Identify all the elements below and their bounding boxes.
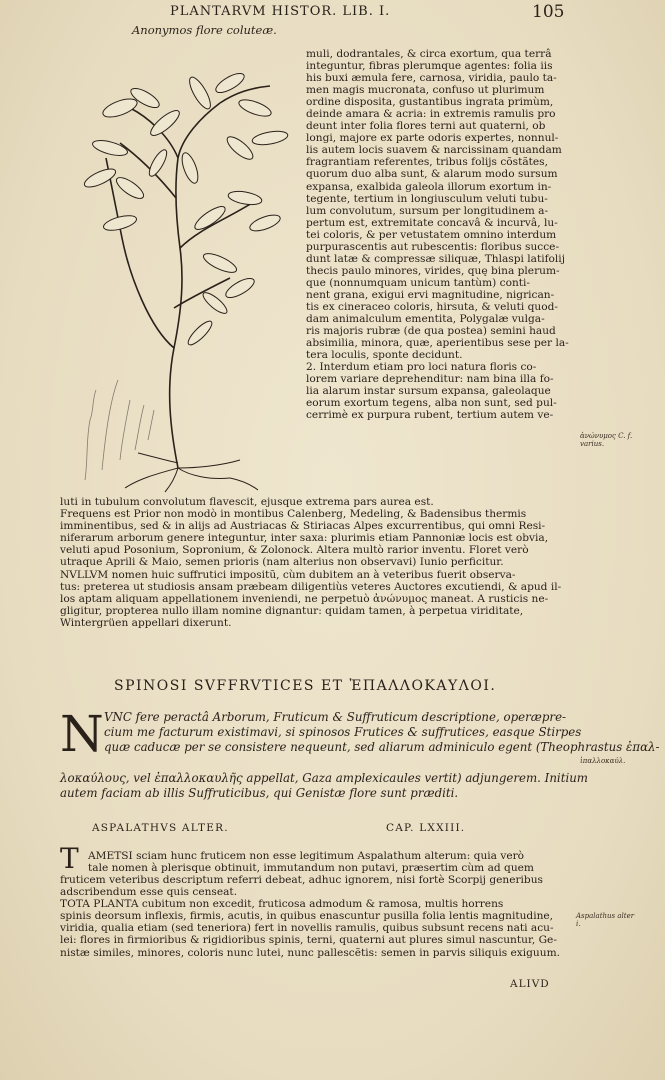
text-line: tis ex cineraceo coloris, hirsuta, & veluti quod- bbox=[306, 300, 558, 313]
text-line: utraque Aprili & Maio, semen prioris (nam alterius non observavi) Iunio perficitur. bbox=[60, 556, 504, 569]
text-line: 2. Interdum etiam pro loci natura floris co- bbox=[306, 361, 537, 374]
text-line: niferarum arborum genere integuntur, inter saxa: plurimis etiam Pannoniæ locis est obvia, bbox=[60, 532, 549, 545]
text-line: fruticem veteribus descriptum referri debeat, adhuc ignorem, nisi fortè Scorpij generibus bbox=[60, 874, 543, 886]
text-line: tegente, tertium in longiusculum veluti tubu- bbox=[306, 192, 548, 205]
text-line: lorem variare deprehenditur: nam bina illa fo- bbox=[306, 373, 554, 386]
margin-note: Aspalathus alter i. bbox=[576, 912, 635, 928]
figure-caption: Anonymos flore coluteæ. bbox=[132, 23, 277, 37]
text-line: TOTA PLANTA cubitum non excedit, fruticosa admodum & ramosa, multis horrens bbox=[60, 898, 504, 911]
text-line: expansa, exalbida galeola illorum exortum in- bbox=[306, 180, 552, 193]
chapter-opening bbox=[88, 850, 568, 874]
text-line: ordine disposita, gustantibus ingrata primùm, bbox=[306, 96, 554, 109]
text-line: tei coloris, & per vetustatem omnino interdum bbox=[306, 228, 557, 241]
text-line: pertum est, extremitate concavâ & incurvâ, lu- bbox=[306, 216, 558, 229]
text-line: tus: preterea ut studiosis ansam præbeam diligentiùs veteres Auctores excutiendi, & apud il- bbox=[60, 580, 562, 593]
text-line: los aptam aliquam appellationem inveniendi, ne perpetuò ἀνώνυμος maneat. A rusticis ne- bbox=[60, 592, 549, 605]
text-line: cium me facturum existimavi, si spinosos Frutices & suffrutices, easque Stirpes bbox=[104, 725, 582, 740]
text-line: quæ caducæ per se consistere nequeunt, sed aliarum adminiculo egent (Theophrastus ἐπαλ- bbox=[104, 740, 660, 755]
catchword: ALIVD bbox=[510, 978, 550, 990]
text-line: lis autem locis suavem & narcissinam quandam bbox=[306, 144, 562, 157]
page-number: 105 bbox=[532, 2, 565, 22]
chapter-body bbox=[60, 874, 570, 959]
text-line: quorum duo alba sunt, & alarum modo sursum bbox=[306, 168, 558, 181]
section-title: SPINOSI SVFFRVTICES ET ἘΠΑΛΛΟΚΑΥΛΟΙ. bbox=[114, 678, 497, 694]
text-line: gligitur, propterea nullo illam nomine dignantur: quidam tamen, à perpetua viriditate, bbox=[60, 604, 524, 617]
text-line: cerrimè ex purpura rubent, tertium autem ve- bbox=[306, 409, 554, 422]
text-line: his buxi æmula fere, carnosa, viridia, paulo ta- bbox=[306, 72, 557, 85]
text-line: deinde amara & acria: in extremis ramulis pro bbox=[306, 108, 556, 121]
section-intro bbox=[104, 710, 660, 756]
text-line: VNC fere peractâ Arborum, Fruticum & Suffruticum descriptione, operæpre- bbox=[104, 710, 567, 724]
text-line: imminentibus, sed & in alijs ad Austriacas & Stiriacas Alpes excurrentibus, qui omni Resi- bbox=[60, 520, 546, 533]
text-line: nent grana, exigui ervi magnitudine, nigrican- bbox=[306, 288, 555, 301]
chapter-number: CAP. LXXIII. bbox=[386, 822, 466, 834]
text-line: dam animalculum ementita, Polygalæ vulga- bbox=[306, 313, 545, 326]
margin-note: ἀνώνυμος C. f. varius. bbox=[580, 432, 633, 448]
text-line: deunt inter folia flores terni aut quaterni, ob bbox=[306, 120, 546, 133]
right-column-text bbox=[306, 48, 568, 421]
margin-note: ἰπαλλοκαύλ. bbox=[580, 757, 626, 765]
text-line: autem faciam ab illis Suffruticibus, qui Genistæ flore sunt præditi. bbox=[60, 786, 459, 801]
text-line: Wintergrüen appellari dixerunt. bbox=[60, 616, 232, 629]
text-line: lum convolutum, sursum per longitudinem a- bbox=[306, 204, 549, 217]
text-line: muli, dodrantales, & circa exortum, qua terrâ bbox=[306, 48, 552, 60]
full-width-text bbox=[60, 422, 570, 629]
section-intro-continued bbox=[60, 771, 588, 801]
chapter-title: ASPALATHVS ALTER. bbox=[92, 822, 229, 834]
drop-cap: N bbox=[60, 705, 104, 763]
text-line: nistæ similes, minores, coloris nunc lutei, nunc pallescẽtis: semen in parvis siliquis exiguum. bbox=[60, 946, 560, 959]
text-line: tera loculis, sponte decidunt. bbox=[306, 349, 463, 362]
text-line: veluti apud Posonium, Sopronium, & Zolonock. Altera multò rarior inventu. Floret verò bbox=[60, 544, 529, 557]
text-line: λοκαύλους, vel ἐπαλλοκαυλῆς appellat, Gaza amplexicaules vertit) adjungerem. Initium bbox=[60, 771, 588, 785]
text-line: purpurascentis aut rubescentis: floribus succe- bbox=[306, 240, 560, 253]
text-line: luti in tubulum convolutum flavescit, ejusque extrema pars aurea est. bbox=[60, 496, 434, 508]
text-line: fragrantiam referentes, tribus folijs cõstãtes, bbox=[306, 156, 548, 169]
text-line: Frequens est Prior non modò in montibus Calenberg, Medeling, & Badensibus thermis bbox=[60, 508, 527, 521]
text-line: lia alarum instar sursum expansa, galeolaque bbox=[306, 385, 551, 398]
text-line: spinis deorsum inflexis, firmis, acutis, in quibus enascuntur pusilla folia lentis magnitudine, bbox=[60, 910, 554, 923]
running-title: PLANTARVM HISTOR. LIB. I. bbox=[170, 4, 391, 19]
text-line: que (nonnumquam unicum tantùm) conti- bbox=[306, 276, 531, 289]
text-line: eorum exortum tegens, alba non sunt, sed pul- bbox=[306, 397, 557, 410]
text-line: viridia, qualia etiam (sed teneriora) fert in novellis ramulis, quibus subsunt recens nati acu- bbox=[60, 922, 554, 935]
text-line: men magis mucronata, confuso ut plurimum bbox=[306, 84, 545, 97]
text-line: tale nomen à plerisque obtinuit, immutandum non putavi, præsertim cùm ad quem bbox=[88, 862, 534, 875]
text-line: adscribendum esse quis censeat. bbox=[60, 886, 238, 899]
text-line: absimilia, minora, quæ, aperientibus sese per la- bbox=[306, 337, 569, 350]
text-line: dunt latæ & compressæ siliquæ, Thlaspi latifolij bbox=[306, 252, 565, 265]
text-line: AMETSI sciam hunc fruticem non esse legitimum Aspalathum alterum: quia verò bbox=[88, 850, 525, 862]
text-line: lei: flores in firmioribus & rigidioribus spinis, terni, quaterni aut plures simul nascuntur, Ge- bbox=[60, 934, 557, 947]
text-line: integuntur, fibras plerumque agentes: folia iis bbox=[306, 60, 553, 73]
text-line: thecis paulo minores, virides, quę bina plerum- bbox=[306, 264, 560, 277]
text-line: NVLLVM nomen huic suffrutici impositũ, cùm dubitem an à veteribus fuerit observa- bbox=[60, 568, 516, 581]
text-line: longi, majore ex parte odoris expertes, nonnul- bbox=[306, 132, 559, 145]
text-line: ris majoris rubræ (de qua postea) semini haud bbox=[306, 325, 556, 338]
drop-cap: T bbox=[60, 842, 79, 875]
